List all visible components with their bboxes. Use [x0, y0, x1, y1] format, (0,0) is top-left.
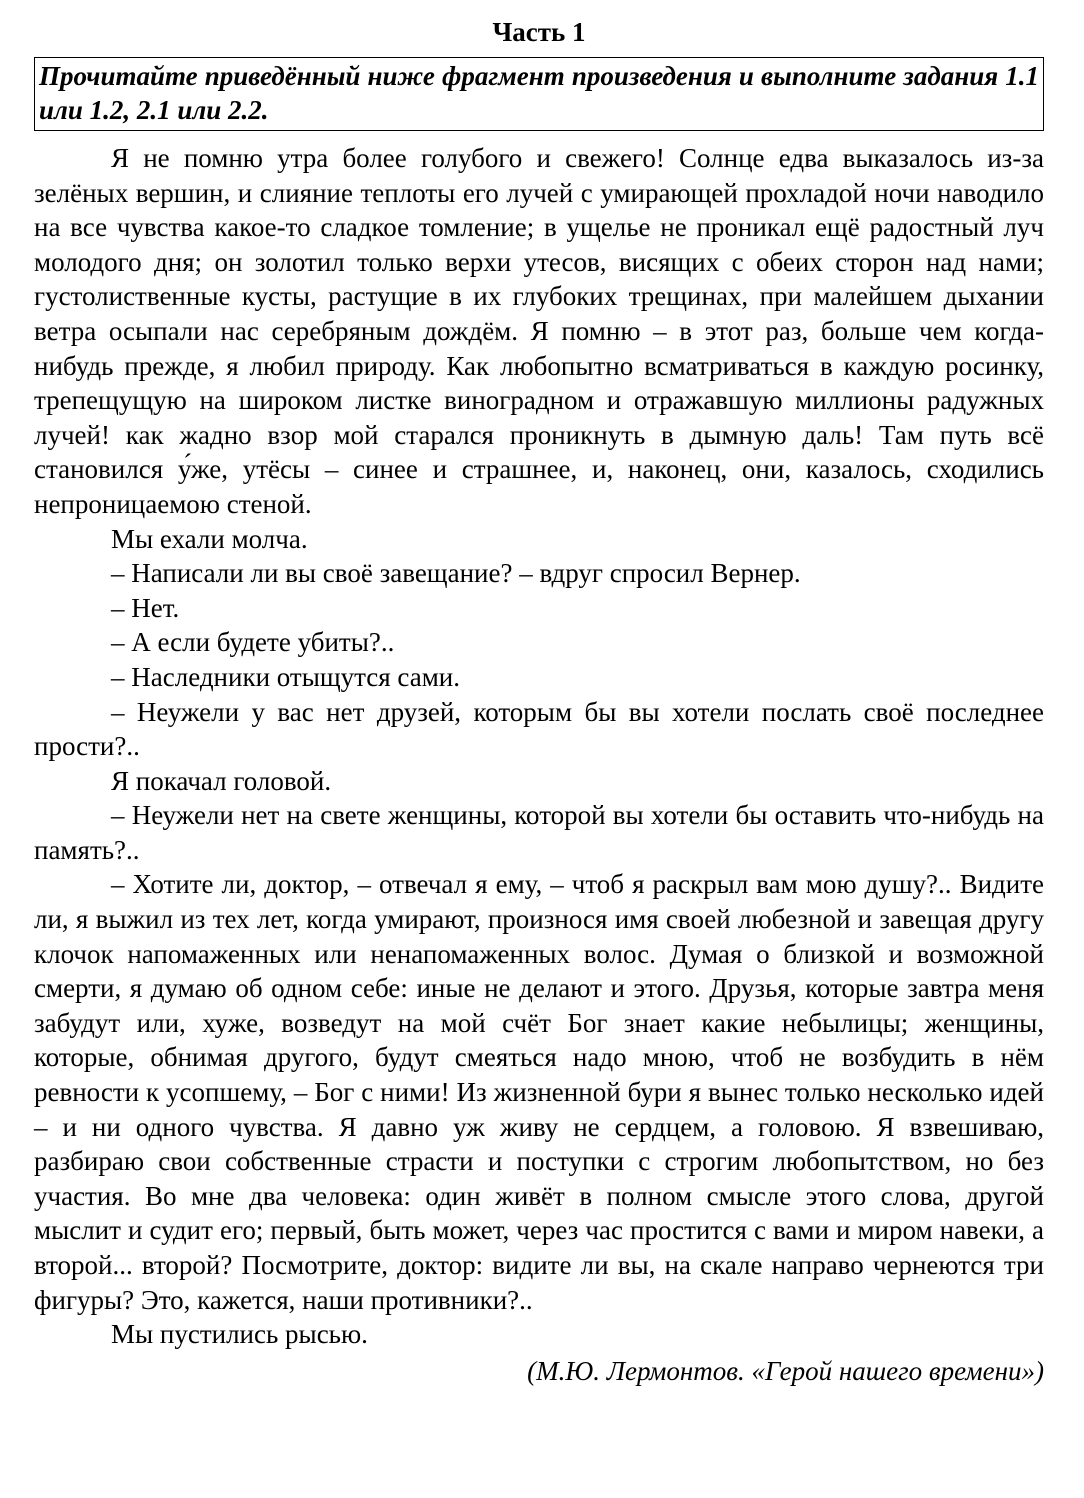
source-attribution: (М.Ю. Лермонтов. «Герой нашего времени») [527, 1355, 1044, 1386]
literary-excerpt [34, 141, 1044, 1352]
part-title: Часть 1 [492, 17, 586, 47]
dialogue-line: – Нет. [111, 592, 180, 623]
dialogue-line: – А если будете убиты?.. [111, 627, 395, 658]
dialogue-line: – Написали ли вы своё завещание? – вдруг спросил Вернер. [111, 558, 801, 589]
paragraph-narration: Мы ехали молча. [111, 523, 308, 554]
dialogue-line: – Неужели нет на свете женщины, которой вы хотели бы оставить что-нибудь на память?.. [34, 800, 1044, 865]
dialogue-line: – Неужели у вас нет друзей, которым бы вы хотели послать своё последнее прости?.. [34, 696, 1044, 762]
instruction-box: Прочитайте приведённый ниже фрагмент произведения и выполните задания 1.1 или 1.2, 2.1 или 2.2. [34, 57, 1044, 131]
dialogue-monologue: – Хотите ли, доктор, – отвечал я ему, – чтоб я раскрыл вам мою душу?.. Видите ли, я выжил из тех лет, когда умирают, произнося имя своей любезной и завещая другу клочок напомаженных или ненапомаженных волос. Думая о близкой и возможной смерти, я думаю об одном себе: иные не делают и этого. Друзья, которые завтра меня забудут или, хуже, возведут на мой счёт Бог знает какие небылицы; женщины, которые, обнимая другого, будут смеяться надо мною, чтоб не возбудить в нём ревности к усопшему, – Бог с ними! Из жизненной бури я вынес только несколько идей – и ни одного чувства. Я давно уж живу не сердцем, а головою. Я взвешиваю, разбираю свои собственные страсти и поступки с строгим любопытством, но без участия. Во мне два человека: один живёт в полном смысле этого слова, другой мыслит и судит его; первый, быть может, через час простится с вами и миром навеки, а второй... второй? Посмотрите, доктор: видите ли вы, на скале направо чернеются три фигуры? Это, кажется, наши противники?.. [34, 869, 1044, 1315]
paragraph-narration: Я покачал головой. [111, 765, 332, 796]
dialogue-line: – Наследники отыщутся сами. [111, 661, 461, 692]
paragraph-narration: Мы пустились рысью. [111, 1319, 368, 1350]
paragraph-description: Я не помню утра более голубого и свежего! Солнце едва выказалось из-за зелёных вершин, и слияние теплоты его лучей с умирающей прохладой ночи наводило на все чувства какое-то сладкое томление; в ущелье не проникал ещё радостный луч молодого дня; он золотил только верхи утесов, висящих с обеих сторон над нами; густолиственные кусты, растущие в их глубоких трещинах, при малейшем дыхании ветра осыпали нас серебряным дождём. Я помню – в этот раз, больше чем когда-нибудь прежде, я любил природу. Как любопытно всматриваться в каждую росинку, трепещущую на широком листке виноградном и отражавшую миллионы радужных лучей! как жадно взор мой старался проникнуть в дымную даль! Там путь всё становился у́же, утёсы – синее и страшнее, и, наконец, они, казалось, сходились непроницаемою стеной. [34, 143, 1044, 519]
